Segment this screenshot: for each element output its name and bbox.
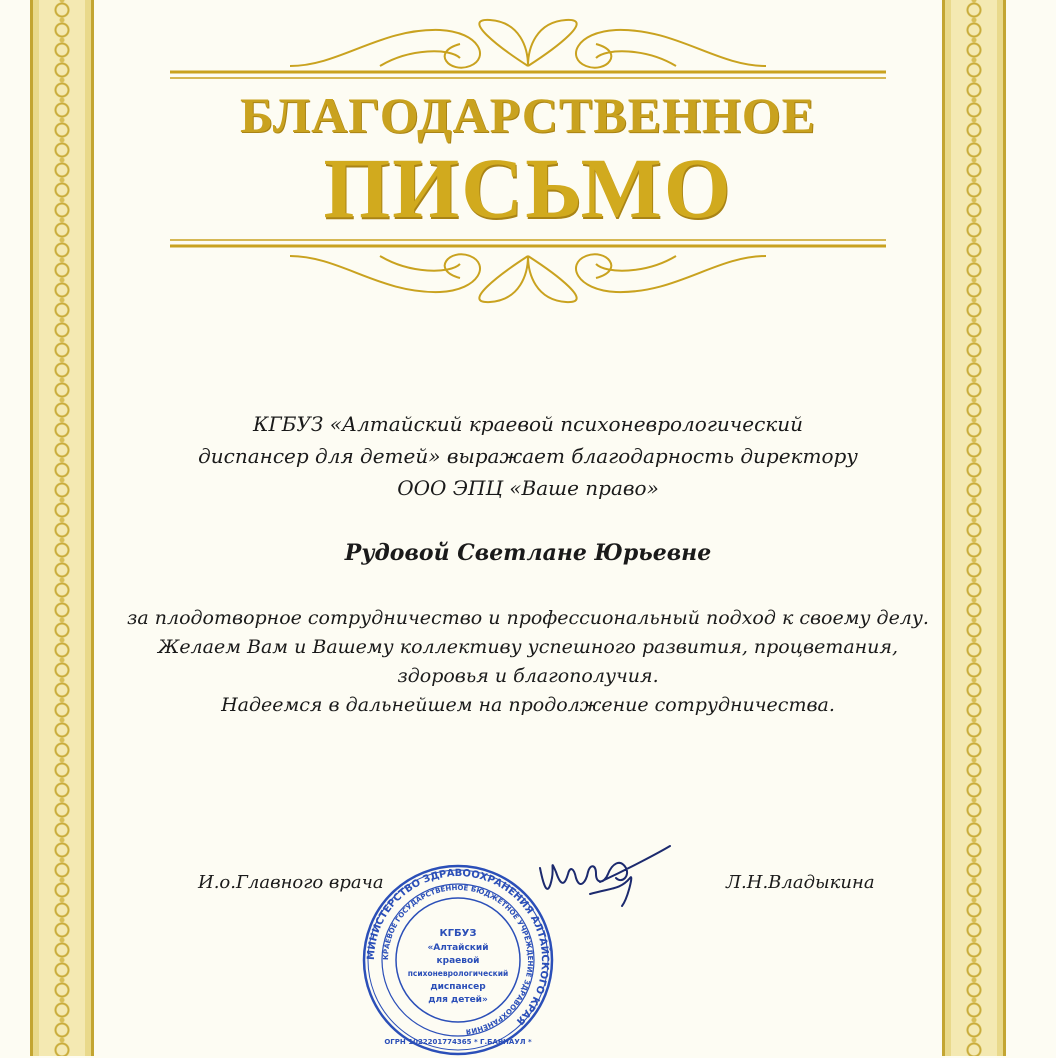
signatory-position: И.о.Главного врача xyxy=(198,872,384,893)
official-seal xyxy=(360,862,556,1058)
svg-text:«Алтайский: «Алтайский xyxy=(427,943,489,953)
svg-text:ОГРН 1022201774365 * Г.БАРНАУЛ: ОГРН 1022201774365 * Г.БАРНАУЛ * xyxy=(384,1038,532,1046)
certificate-subtitle: ПИСЬМО xyxy=(323,140,733,236)
issuer-line: КГБУЗ «Алтайский краевой психоневрологический xyxy=(253,412,803,436)
message-line: здоровья и благополучия. xyxy=(397,665,659,687)
svg-text:краевой: краевой xyxy=(436,956,480,966)
message-line: Желаем Вам и Вашему коллективу успешного развития, процветания, xyxy=(157,636,899,658)
certificate-title: БЛАГОДАРСТВЕННОЕ xyxy=(240,87,816,143)
issuer-paragraph xyxy=(120,408,936,504)
svg-text:психоневрологический: психоневрологический xyxy=(407,969,509,978)
left-ornamental-border xyxy=(30,0,94,1056)
signatory-name: Л.Н.Владыкина xyxy=(726,872,875,893)
svg-text:КРАЕВОЕ ГОСУДАРСТВЕННОЕ БЮДЖЕТ: КРАЕВОЕ ГОСУДАРСТВЕННОЕ БЮДЖЕТНОЕ УЧРЕЖДЕНИЕ ЗДРАВООХРАНЕНИЯ xyxy=(381,883,535,1036)
svg-text:МИНИСТЕРСТВО ЗДРАВООХРАНЕНИЯ А: МИНИСТЕРСТВО ЗДРАВООХРАНЕНИЯ АЛТАЙСКОГО КРАЯ xyxy=(365,867,551,1027)
message-line: за плодотворное сотрудничество и профессиональный подход к своему делу. xyxy=(127,607,929,629)
issuer-line: диспансер для детей» выражает благодарность директору xyxy=(198,444,858,468)
svg-text:для детей»: для детей» xyxy=(428,995,488,1005)
recipient-name: Рудовой Светлане Юрьевне xyxy=(344,540,712,566)
issuer-line: ООО ЭПЦ «Ваше право» xyxy=(397,476,659,500)
right-ornamental-border xyxy=(942,0,1006,1056)
svg-text:диспансер: диспансер xyxy=(430,982,486,992)
message-line: Надеемся в дальнейшем на продолжение сотрудничества. xyxy=(221,694,835,716)
message-paragraph xyxy=(120,604,936,720)
svg-text:КГБУЗ: КГБУЗ xyxy=(439,928,477,939)
